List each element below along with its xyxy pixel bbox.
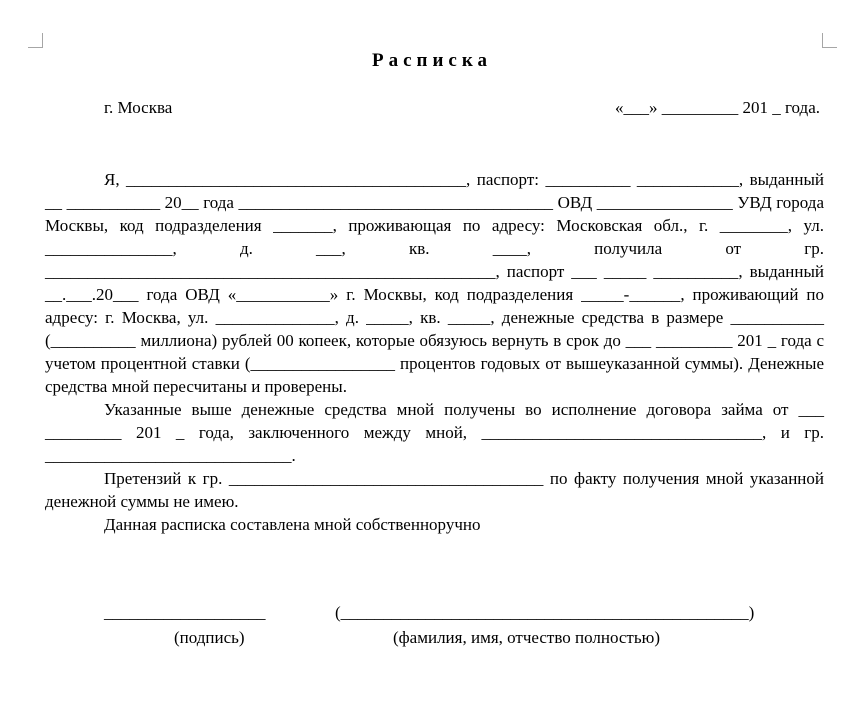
crop-mark-top-right — [822, 33, 837, 48]
crop-mark-top-left — [28, 33, 43, 48]
date-line: «___» _________ 201 _ года. — [614, 98, 820, 117]
signature-line: ___________________ — [104, 603, 266, 622]
fio-caption: (фамилия, имя, отчество полностью) — [393, 628, 660, 647]
document-body — [45, 168, 824, 536]
paragraph-handwritten: Данная расписка составлена мной собственноручно — [104, 515, 481, 534]
paragraph-no-claims: Претензий к гр. _____________________________________ по факту получения мной указанной денежной суммы не имею. — [45, 469, 824, 511]
document-title: Расписка — [371, 50, 493, 71]
fio-line: (________________________________________________) — [335, 603, 755, 622]
paragraph-loan-agreement: Указанные выше денежные средства мной получены во исполнение договора займа от ___ _________ 201 _ года, заключенного между мной, _________________________________, и гр. _____________________________. — [45, 400, 824, 465]
city-label: г. Москва — [104, 98, 173, 117]
paragraph-main: Я, ________________________________________, паспорт: __________ ____________, выданный __ ___________ 20__ года _____________________________________ ОВД ________________ УВД города Москвы, код подразделения _______, проживающая по адресу: Московская обл., г. ________, ул. _______________, д. ___, кв. ____, получила от гр. _____________________________________________________, паспорт ___ _____ __________, выданный __.___.20___ года ОВД «___________» г. Москвы, код подразделения _____-______, проживающий по адресу: г. Москва, ул. ______________, д. _____, кв. _____, денежные средства в размере ___________ (__________ миллиона) рублей 00 копеек, которые обязуюсь вернуть в срок до ___ _________ 201 _ года с учетом процентной ставки (_________________ процентов годовых от вышеуказанной суммы). Денежные средства мной пересчитаны и проверены. — [45, 170, 824, 396]
signature-caption: (подпись) — [174, 628, 245, 647]
